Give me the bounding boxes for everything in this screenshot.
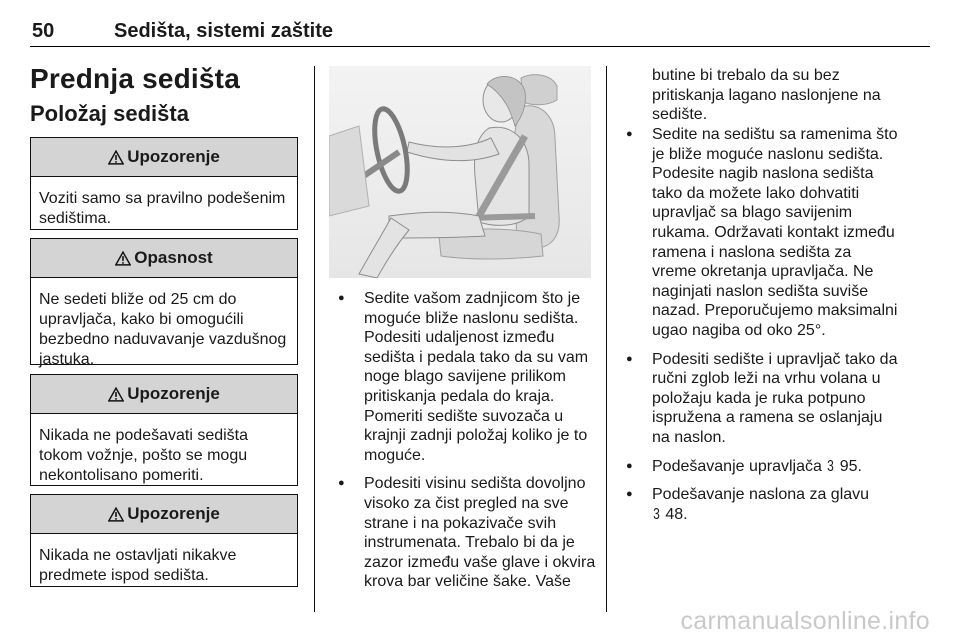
list-item	[622, 485, 900, 524]
danger-box-text: Ne sedeti bliže od 25 cm do upravljača, kako bi omogućili bezbedno naduvavanje vazdušnog jastuka.	[39, 291, 287, 368]
warning-box-text: Voziti samo sa pravilno podešenim sedištima.	[39, 190, 286, 227]
continued-text: butine bi trebalo da su bez pritiskanja lagano naslonjene na sedište.	[652, 67, 881, 124]
subsection-title: Položaj sedišta	[30, 101, 189, 126]
warning-box-title: Upozorenje	[127, 384, 220, 403]
danger-box-title: Opasnost	[134, 248, 213, 267]
warning-triangle-icon	[108, 387, 124, 402]
column-divider-1	[314, 66, 315, 612]
section-title: Prednja sedišta	[30, 63, 240, 94]
warning-triangle-icon	[108, 507, 124, 522]
danger-box-header	[31, 239, 297, 278]
xref-text[interactable]: Podešavanje upravljača	[652, 457, 822, 475]
warning-box-1	[30, 137, 298, 230]
warning-box-text: Nikada ne ostavljati nikakve predmete ispod sedišta.	[39, 547, 237, 584]
page-header	[30, 14, 930, 47]
list-item: ● Sedite vašom zadnjicom što je moguće bliže naslonu sedišta. Podesiti udaljenost između sedišta i pedala tako da su vam noge blago savijene prilikom pritiskanja pedala do kraja. Pomeriti sedište suvozača u krajnji zadnji položaj koliko je to moguće.	[334, 289, 596, 465]
warning-box-title: Upozorenje	[127, 147, 220, 166]
warning-triangle-icon	[115, 251, 131, 266]
list-item	[622, 457, 900, 477]
xref-arrow-icon: 3	[653, 505, 660, 523]
column-divider-2	[606, 66, 607, 612]
xref-arrow-icon: 3	[827, 457, 835, 475]
xref-page[interactable]: 48.	[665, 505, 688, 523]
warning-box-2	[30, 374, 298, 486]
warning-box-header	[31, 495, 297, 534]
driver-seating-illustration	[329, 66, 591, 278]
warning-box-title: Upozorenje	[127, 504, 220, 523]
running-title: Sedišta, sistemi zaštite	[114, 20, 333, 42]
list-item: ● Podesiti sedište i upravljač tako da ručni zglob leži na vrhu volana u položaju kada je ruka potpuno ispružena a ramena se oslanjaju na naslon.	[622, 350, 900, 448]
warning-box-header	[31, 138, 297, 177]
xref-page[interactable]: 95.	[839, 457, 862, 475]
page-number: 50	[32, 20, 55, 42]
warning-box-text: Nikada ne podešavati sedišta tokom vožnje, pošto se mogu nekontolisano pomeriti.	[39, 427, 249, 484]
bullet-list-column-2	[334, 289, 596, 601]
warning-triangle-icon	[108, 150, 124, 165]
list-item: ● Sedite na sedištu sa ramenima što je bliže moguće naslonu sedišta. Podesite nagib naslona sedišta tako da možete lako dohvatiti upravljač sa blago savijenim rukama. Održavati kontakt između ramena i naslona sedišta za vreme okretanja upravljača. Ne naginjati naslon sedišta suviše nazad. Preporučujemo maksimalni ugao nagiba od oko 25°.	[622, 125, 900, 341]
watermark: carmanualsonline.info	[680, 607, 930, 635]
warning-box-3	[30, 494, 298, 587]
list-item: ● Podesiti visinu sedišta dovoljno visoko za čist pregled na sve strane i na pokazivače svih instrumenata. Trebalo bi da je zazor između vaše glave i okvira krova bar veličine šake. Vaše	[334, 474, 596, 592]
xref-text[interactable]: Podešavanje naslona za glavu	[652, 486, 870, 504]
danger-box	[30, 238, 298, 368]
warning-box-header	[31, 375, 297, 414]
bullet-list-column-3	[622, 125, 900, 533]
